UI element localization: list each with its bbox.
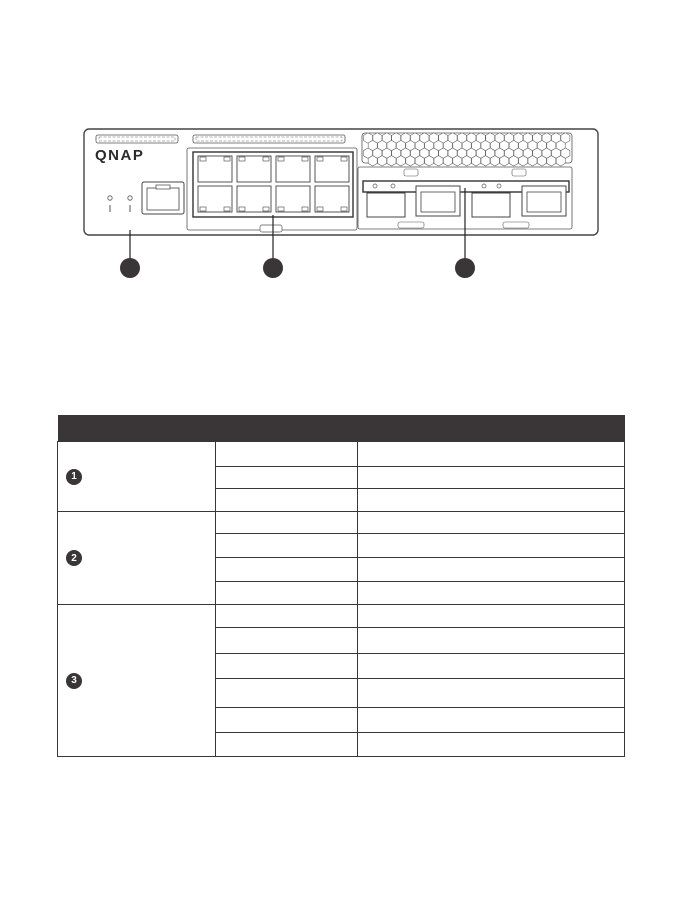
hex-cell: [368, 156, 377, 166]
hex-cell: [490, 156, 499, 166]
callout-badge-2: 2: [66, 550, 82, 566]
hex-cell: [406, 156, 415, 166]
table-cell: [358, 467, 625, 489]
vent-slots-left: [96, 135, 345, 143]
callout-2-marker: [263, 258, 283, 278]
callout-1-marker: [120, 258, 140, 278]
table-cell: [216, 628, 358, 654]
hex-cell: [556, 156, 565, 166]
hex-cell: [528, 156, 537, 166]
port-description-table: [57, 415, 625, 757]
table-cell: [216, 512, 358, 534]
table-cell: [216, 733, 358, 757]
hex-cell: [434, 156, 443, 166]
hex-cell: [537, 156, 546, 166]
console-port: [142, 182, 184, 214]
brand-logo: QNAP: [95, 147, 145, 164]
table-cell: [358, 512, 625, 534]
hex-cell: [415, 156, 424, 166]
table-cell: [358, 442, 625, 467]
table-cell: [358, 558, 625, 582]
table-header-row: [58, 415, 625, 442]
group-cell-1: [58, 442, 216, 512]
group-cell-3: [58, 605, 216, 757]
table-cell: [358, 708, 625, 733]
hex-cell: [387, 156, 396, 166]
table-cell: [216, 605, 358, 628]
table-row: [58, 605, 625, 628]
hex-cell: [547, 156, 556, 166]
hex-cell: [378, 156, 387, 166]
rj45-port: [315, 186, 349, 212]
hex-cell: [462, 156, 471, 166]
table-header-cell: [358, 415, 625, 442]
switch-front-panel-diagram: [0, 0, 680, 300]
table-cell: [216, 582, 358, 605]
table-cell: [216, 679, 358, 708]
table-cell: [216, 534, 358, 558]
hex-vent-grille: [362, 133, 572, 166]
table-cell: [216, 708, 358, 733]
rj45-port: [276, 156, 310, 182]
hex-cell: [519, 156, 528, 166]
rj45-port: [198, 186, 232, 212]
table-cell: [216, 442, 358, 467]
table-cell: [216, 467, 358, 489]
callout-badge-1: 1: [66, 469, 82, 485]
table-cell: [216, 489, 358, 512]
table-row: [58, 442, 625, 467]
port-description-table-container: [57, 415, 624, 757]
rj45-port: [237, 156, 271, 182]
rj45-port: [198, 156, 232, 182]
hex-cell: [425, 156, 434, 166]
table-cell: [358, 679, 625, 708]
table-cell: [358, 605, 625, 628]
table-header-cell: [216, 415, 358, 442]
table-cell: [216, 558, 358, 582]
rj45-port: [237, 186, 271, 212]
rj45-port-block: [187, 148, 357, 232]
table-cell: [358, 733, 625, 757]
hex-cell: [509, 156, 518, 166]
table-cell: [358, 628, 625, 654]
table-cell: [358, 654, 625, 679]
callout-badge-3: 3: [66, 673, 82, 689]
rj45-port: [315, 156, 349, 182]
hex-cell: [396, 156, 405, 166]
hex-cell: [472, 156, 481, 166]
table-cell: [358, 534, 625, 558]
group-cell-2: [58, 512, 216, 605]
hex-cell: [500, 156, 509, 166]
table-header-cell: [58, 415, 216, 442]
hex-cell: [443, 156, 452, 166]
table-cell: [216, 654, 358, 679]
table-cell: [358, 489, 625, 512]
hex-cell: [481, 156, 490, 166]
table-row: [58, 512, 625, 534]
hex-cell: [453, 156, 462, 166]
callout-3-marker: [455, 258, 475, 278]
table-cell: [358, 582, 625, 605]
rj45-port: [276, 186, 310, 212]
